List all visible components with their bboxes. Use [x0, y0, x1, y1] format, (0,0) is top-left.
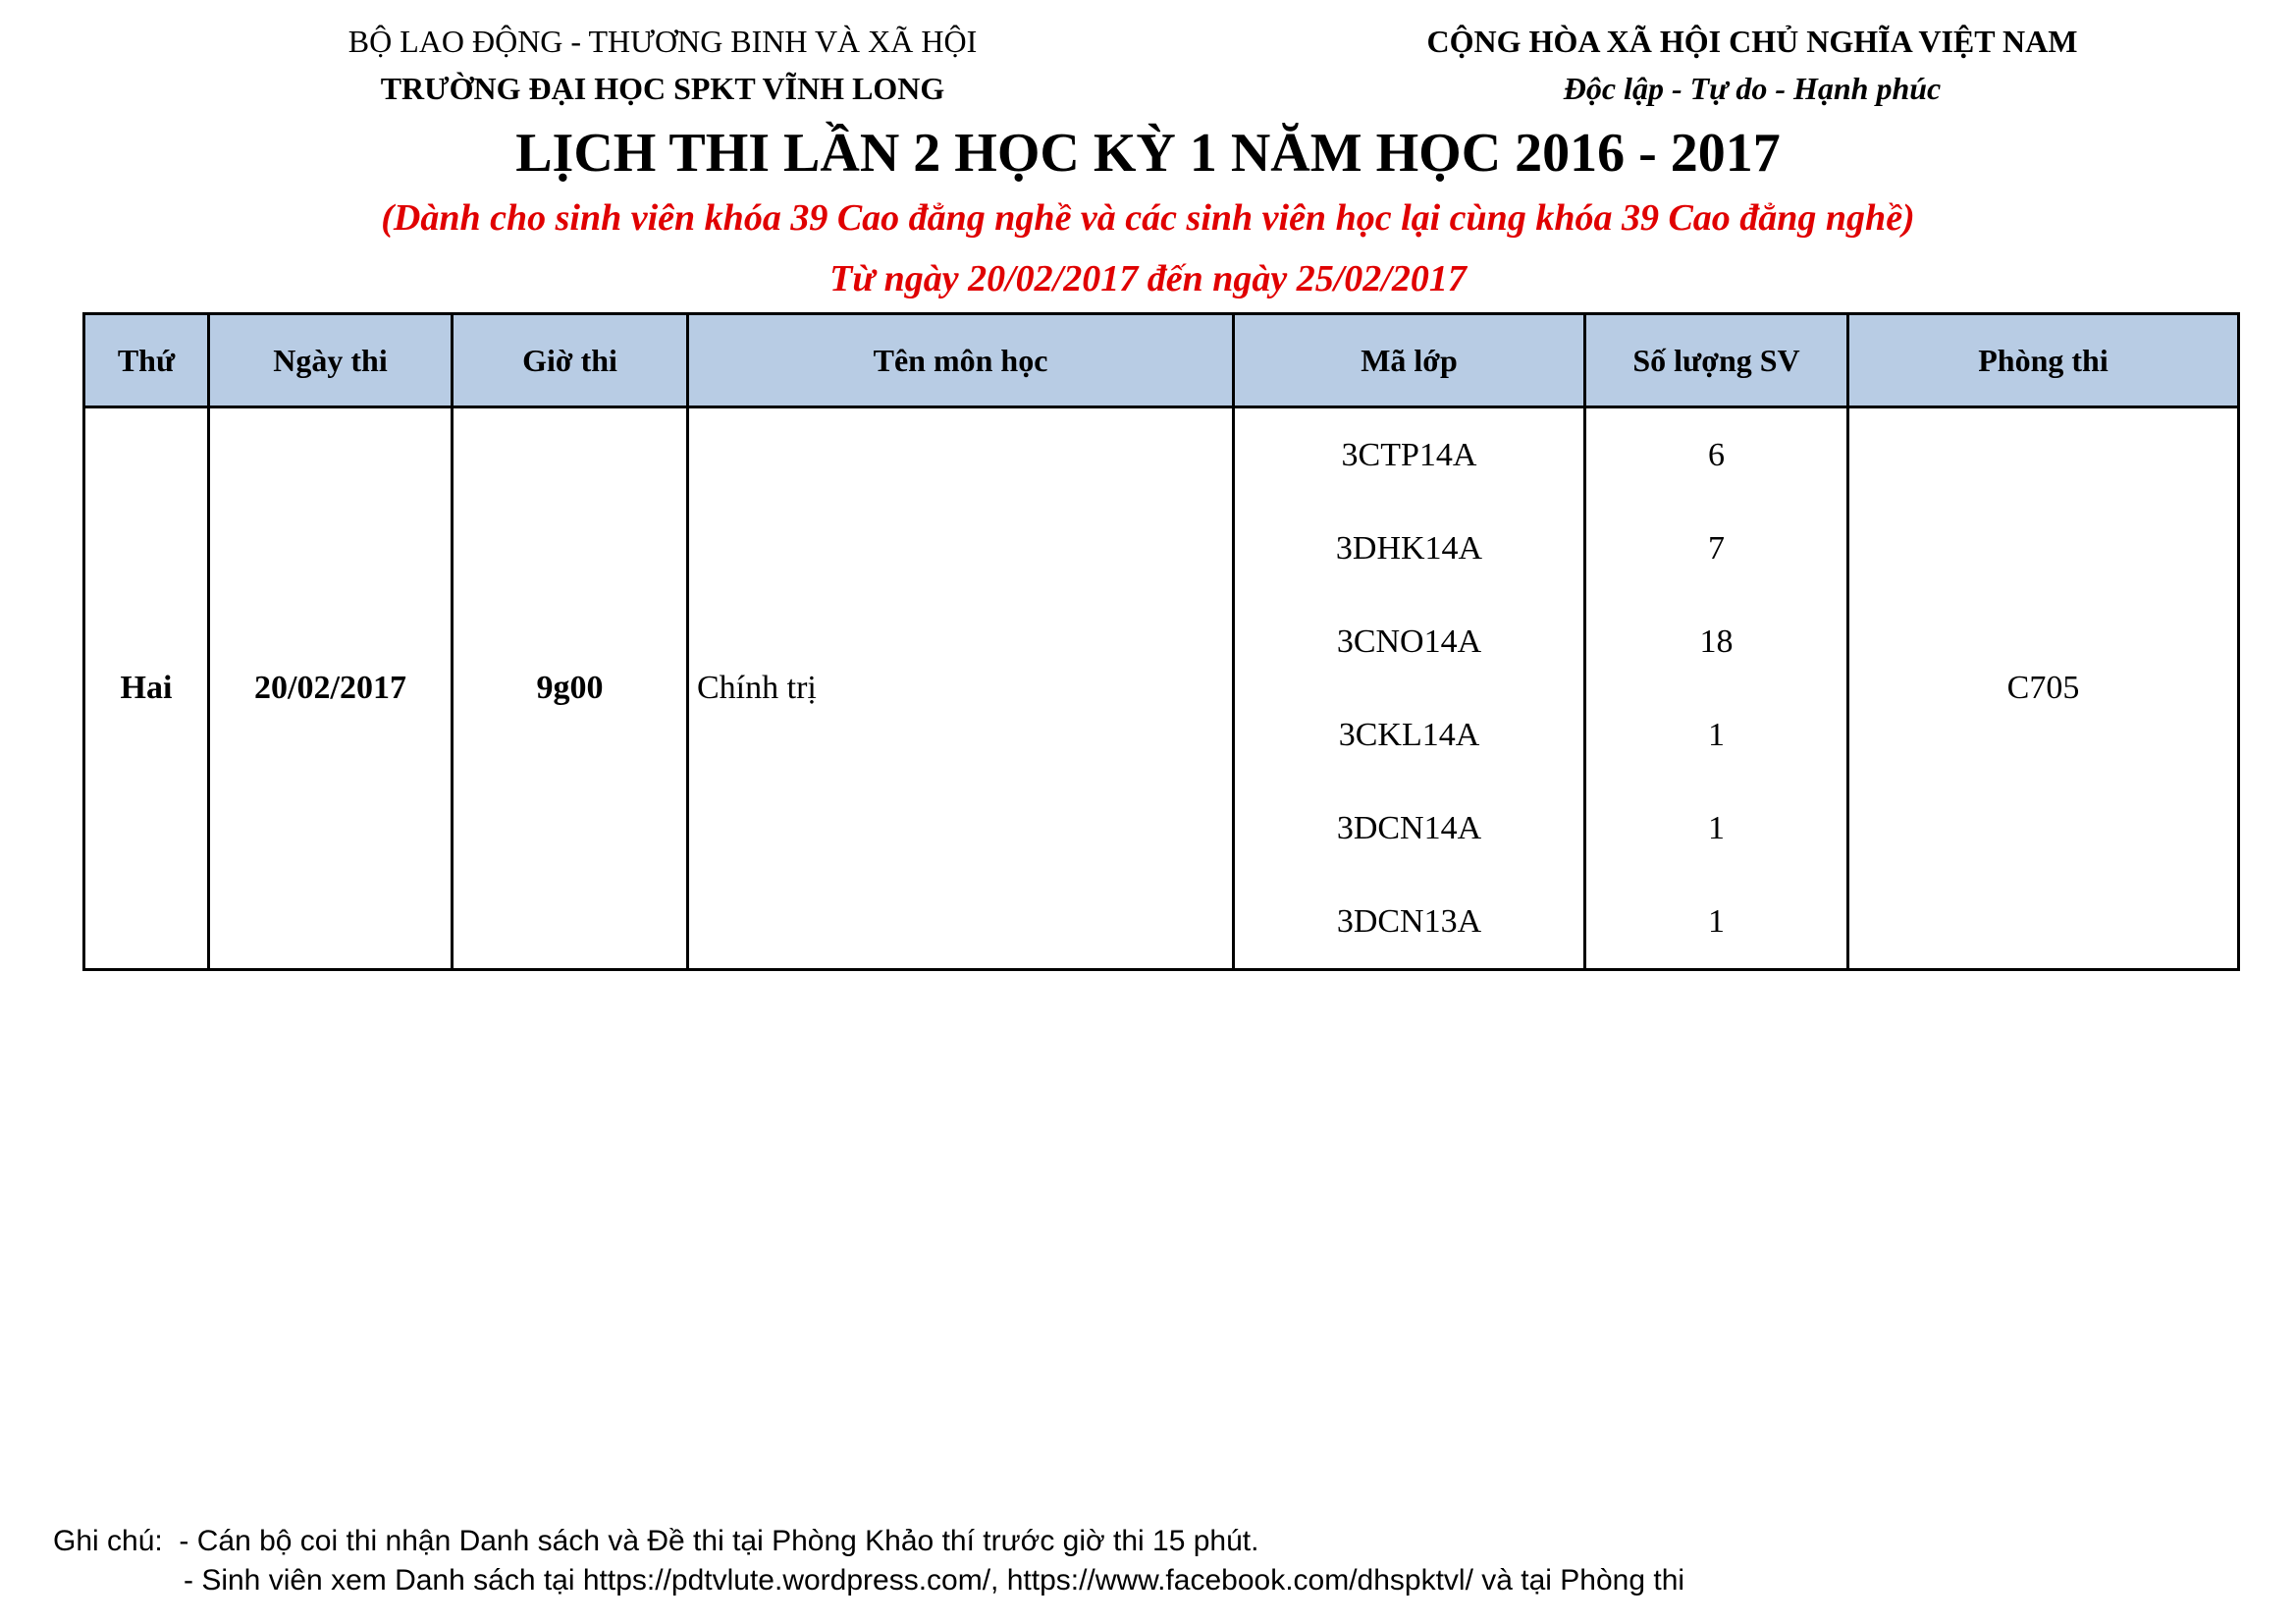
- col-header-time: Giờ thi: [453, 314, 688, 407]
- notes-line-1: [53, 1522, 1684, 1561]
- page-title: LỊCH THI LẦN 2 HỌC KỲ 1 NĂM HỌC 2016 - 2017: [515, 123, 1781, 184]
- cell-class-codes: [1234, 407, 1585, 970]
- class-code: 3DCN13A: [1336, 902, 1482, 940]
- ministry-name: BỘ LAO ĐỘNG - THƯƠNG BINH VÀ XÃ HỘI: [347, 24, 978, 59]
- notes-text-2: - Sinh viên xem Danh sách tại https://pdtvlute.wordpress.com/, https://www.facebook.com/dhspktvl/ và tại Phòng thi: [184, 1564, 1685, 1597]
- student-count: 1: [1708, 902, 1725, 940]
- date-range: Từ ngày 20/02/2017 đến ngày 25/02/2017: [829, 258, 1467, 299]
- class-code: 3CNO14A: [1336, 623, 1482, 660]
- table-row: [84, 407, 2239, 970]
- table-header-row: [84, 314, 2239, 407]
- cell-day: Hai: [84, 407, 209, 970]
- col-header-room: Phòng thi: [1848, 314, 2239, 407]
- class-code: 3CKL14A: [1338, 716, 1480, 753]
- page-subtitle: (Dành cho sinh viên khóa 39 Cao đẳng nghề và các sinh viên học lại cùng khóa 39 Cao đẳng nghề): [381, 197, 1915, 239]
- col-header-date: Ngày thi: [209, 314, 453, 407]
- notes-text-1: - Cán bộ coi thi nhận Danh sách và Đề thi tại Phòng Khảo thí trước giờ thi 15 phút.: [179, 1525, 1259, 1557]
- exam-schedule-table: [82, 312, 2240, 971]
- class-code: 3CTP14A: [1341, 436, 1477, 473]
- student-count: 1: [1708, 809, 1725, 846]
- col-header-student-count: Số lượng SV: [1585, 314, 1848, 407]
- cell-student-counts: [1585, 407, 1848, 970]
- student-count: 18: [1699, 623, 1734, 660]
- col-header-subject: Tên môn học: [688, 314, 1234, 407]
- cell-date: 20/02/2017: [209, 407, 453, 970]
- student-count: 7: [1708, 529, 1725, 567]
- notes-label: Ghi chú:: [53, 1525, 163, 1557]
- cell-time: 9g00: [453, 407, 688, 970]
- col-header-class-code: Mã lớp: [1234, 314, 1585, 407]
- republic-name: CỘNG HÒA XÃ HỘI CHỦ NGHĨA VIỆT NAM: [1426, 24, 2078, 59]
- cell-subject: Chính trị: [688, 407, 1234, 970]
- class-code: 3DHK14A: [1335, 529, 1483, 567]
- student-count: 6: [1708, 436, 1725, 473]
- national-motto: Độc lập - Tự do - Hạnh phúc: [1563, 71, 1942, 106]
- col-header-day: Thứ: [84, 314, 209, 407]
- notes: [53, 1522, 1684, 1600]
- class-code: 3DCN14A: [1336, 809, 1482, 846]
- school-name: TRƯỜNG ĐẠI HỌC SPKT VĨNH LONG: [380, 71, 945, 106]
- cell-room: C705: [1848, 407, 2239, 970]
- student-count: 1: [1708, 716, 1725, 753]
